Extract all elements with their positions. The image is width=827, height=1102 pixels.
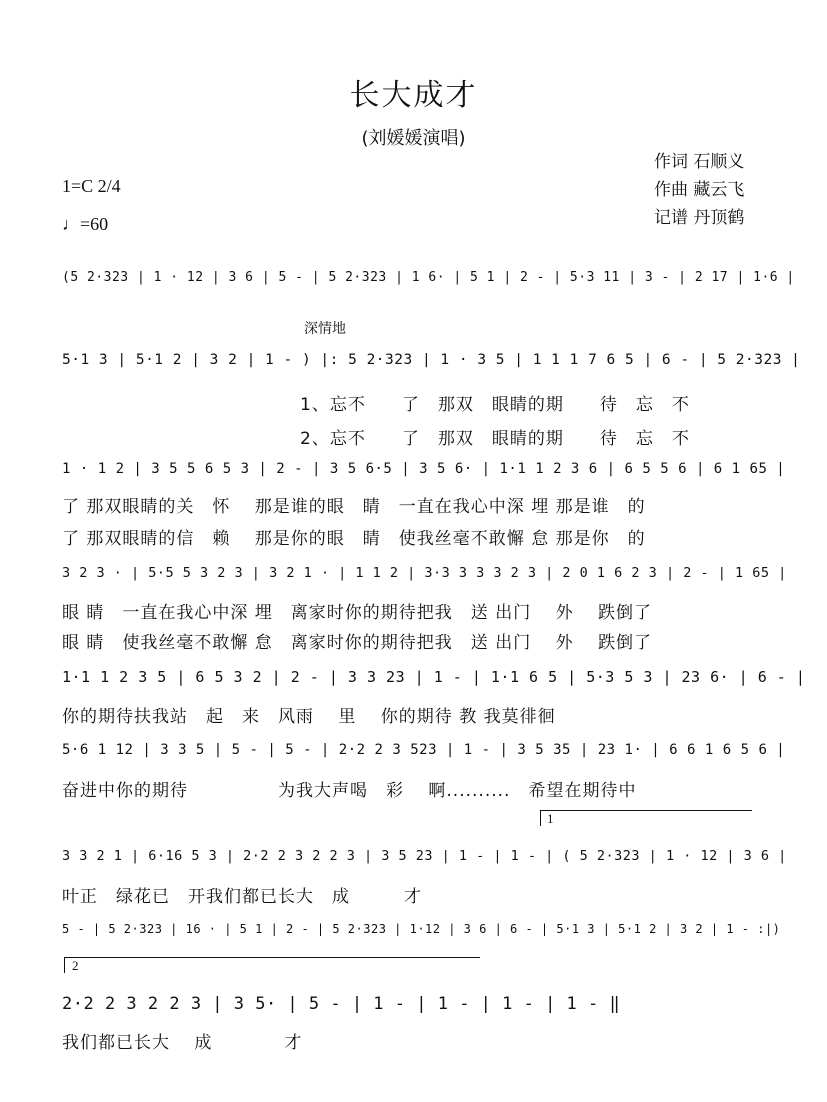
lyric-line-5: 奋进中你的期待 为我大声喝 彩 啊.......... 希望在期待中: [62, 781, 637, 801]
lyricist-credit: 作词 石顺义: [654, 152, 745, 172]
score-line-6: 5·6 1 12 | 3 3 5 | 5 - | 5 - | 2·2 2 3 523 | 1 - | 3 5 35 | 23 1· | 6 6 1 6 5 6 |: [62, 742, 786, 758]
lyric-verse1-line3: 眼 睛 一直在我心中深 埋 离家时你的期待把我 送 出门 外 跌倒了: [62, 603, 653, 623]
expression-marking: 深情地: [304, 321, 346, 337]
composer-credit: 作曲 藏云飞: [654, 180, 745, 200]
score-line-8: 5 - | 5 2·323 | 16 · | 5 1 | 2 - | 5 2·323 | 1·12 | 3 6 | 6 - | 5·1 3 | 5·1 2 | 3 2 | 1 - :|): [62, 922, 781, 936]
lyric-verse2-line1: 2、忘不 了 那双 眼睛的期 待 忘 不: [300, 429, 690, 449]
volta-1-bracket: [540, 810, 752, 811]
volta-2-bracket: [64, 957, 480, 958]
lyric-line-6: 叶正 绿花已 开我们都已长大 成 才: [62, 887, 422, 907]
volta-1-label: 1: [547, 811, 554, 826]
score-line-2: 5·1 3 | 5·1 2 | 3 2 | 1 - ) |: 5 2·323 | 1 · 3 5 | 1 1 1 7 6 5 | 6 - | 5 2·323 |: [62, 352, 801, 368]
lyric-verse2-line3: 眼 睛 使我丝毫不敢懈 怠 离家时你的期待把我 送 出门 外 跌倒了: [62, 633, 653, 653]
tempo-marking: ♩=60: [62, 214, 109, 234]
song-title: 长大成才: [349, 78, 478, 113]
lyric-line-4: 你的期待扶我站 起 来 风雨 里 你的期待 教 我莫徘徊: [62, 707, 556, 727]
key-signature: 1=C 2/4: [62, 176, 121, 196]
lyric-verse2-line2: 了 那双眼睛的信 赖 那是你的眼 睛 使我丝毫不敢懈 怠 那是你 的: [62, 529, 646, 549]
score-line-1: (5 2·323 | 1 · 12 | 3 6 | 5 - | 5 2·323 | 1 6· | 5 1 | 2 - | 5·3 11 | 3 - | 2 17 | 1·6 |: [62, 270, 795, 285]
volta-1-bracket-edge: [540, 810, 541, 826]
volta-2-label: 2: [72, 958, 79, 973]
performer-subtitle: (刘媛媛演唱): [361, 128, 466, 149]
credits: [654, 148, 744, 232]
lyric-verse1-line2: 了 那双眼睛的关 怀 那是谁的眼 睛 一直在我心中深 埋 那是谁 的: [62, 497, 646, 517]
score-line-3: 1 · 1 2 | 3 5 5 6 5 3 | 2 - | 3 5 6·5 | 3 5 6· | 1·1 1 2 3 6 | 6 5 5 6 | 6 1 65 |: [62, 461, 786, 477]
lyric-line-7: 我们都已长大 成 才: [62, 1033, 303, 1053]
volta-2-bracket-edge: [64, 957, 65, 973]
lyric-verse1-line1: 1、忘不 了 那双 眼睛的期 待 忘 不: [300, 395, 690, 415]
score-line-5: 1·1 1 2 3 5 | 6 5 3 2 | 2 - | 3 3 23 | 1 - | 1·1 6 5 | 5·3 5 3 | 23 6· | 6 - |: [62, 668, 806, 686]
score-line-4: 3 2 3 · | 5·5 5 3 2 3 | 3 2 1 · | 1 1 2 | 3·3 3 3 3 2 3 | 2 0 1 6 2 3 | 2 - | 1 65 |: [62, 565, 787, 581]
transcriber-credit: 记谱 丹顶鹤: [654, 208, 745, 228]
score-line-7: 3 3 2 1 | 6·16 5 3 | 2·2 2 3 2 2 3 | 3 5 23 | 1 - | 1 - | ( 5 2·323 | 1 · 12 | 3 6 |: [62, 848, 787, 864]
score-line-9: 2·2 2 3 2 2 3 | 3 5· | 5 - | 1 - | 1 - | 1 - | 1 - ‖: [62, 994, 621, 1014]
